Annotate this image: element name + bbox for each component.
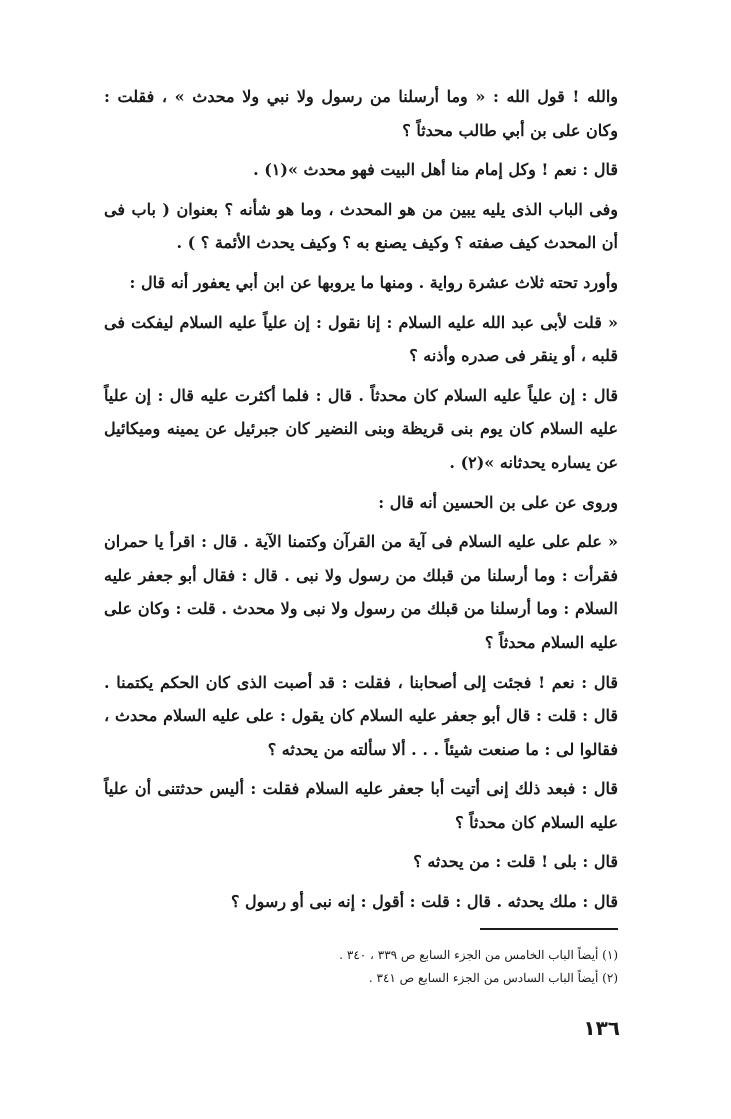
paragraph: « قلت لأبى عبد الله عليه السلام : إنا نقول : إن علياً عليه السلام ليفكت فى قلبه ، أو ينقر فى صدره وأذنه ؟ bbox=[104, 312, 618, 366]
paragraph: وفى الباب الذى يليه يبين من هو المحدث ، وما هو شأنه ؟ بعنوان ( باب فى أن المحدث كيف صفته ؟ وكيف يصنع به ؟ وكيف يحدث الأئمة ؟ ) . bbox=[104, 199, 618, 253]
page-number: ١٣٦ bbox=[583, 1016, 620, 1040]
paragraph: قال : ملك يحدثه . قال : قلت : أقول : إنه نبى أو رسول ؟ bbox=[230, 892, 618, 912]
paragraph: قال : إن علياً عليه السلام كان محدثاً . قال : فلما أكثرت عليه قال : إن علياً عليه السلام كان يوم بنى قريظة وبنى النضير كان جبرئيل عن يمينه وميكائيل عن يساره يحدثانه »(٢) . bbox=[104, 385, 618, 472]
paragraph: قال : بلى ! قلت : من يحدثه ؟ bbox=[413, 852, 618, 872]
paragraph: قال : فبعد ذلك إنى أتيت أبا جعفر عليه السلام فقلت : أليس حدثتنى أن علياً عليه السلام كان محدثاً ؟ bbox=[104, 779, 618, 832]
paragraph: وأورد تحته ثلاث عشرة رواية . ومنها ما يروبها عن ابن أبي يعفور أنه قال : bbox=[129, 272, 618, 292]
footnote: (٢) أيضاً الباب السادس من الجزء السابع ص ٣٤١ . bbox=[368, 971, 618, 985]
paragraph: والله ! قول الله : « وما أرسلنا من رسول ولا نبي ولا محدث » ، فقلت : وكان على بن أبي طالب محدثاً ؟ bbox=[104, 87, 618, 140]
footnote: (١) أيضاً الباب الخامس من الجزء السابع ص ٣٣٩ ، ٣٤٠ . bbox=[339, 948, 618, 962]
paragraph: قال : نعم ! فجئت إلى أصحابنا ، فقلت : قد أصبت الذى كان الحكم يكتمنا . قال : قلت : قال أبو جعفر عليه السلام كان يقول : على عليه السلام محدث ، فقالوا لى : ما صنعت شيئاً . . . ألا سألته من يحدثه ؟ bbox=[104, 672, 618, 759]
main-text bbox=[104, 80, 618, 925]
footnotes bbox=[180, 944, 618, 990]
footnote-divider bbox=[480, 928, 618, 930]
paragraph: « علم على عليه السلام فى آية من القرآن وكتمنا الآية . قال : اقرأ يا حمران فقرأت : وما أرسلنا من قبلك من رسول ولا نبى . قال : فقال أبو جعفر عليه السلام : وما أرسلنا من قبلك من رسول ولا نبى ولا محدث . قلت : وكان على عليه السلام محدثاً ؟ bbox=[104, 532, 618, 652]
paragraph: وروى عن على بن الحسين أنه قال : bbox=[378, 492, 618, 512]
paragraph: قال : نعم ! وكل إمام منا أهل البيت فهو محدث »(١) . bbox=[253, 160, 618, 180]
